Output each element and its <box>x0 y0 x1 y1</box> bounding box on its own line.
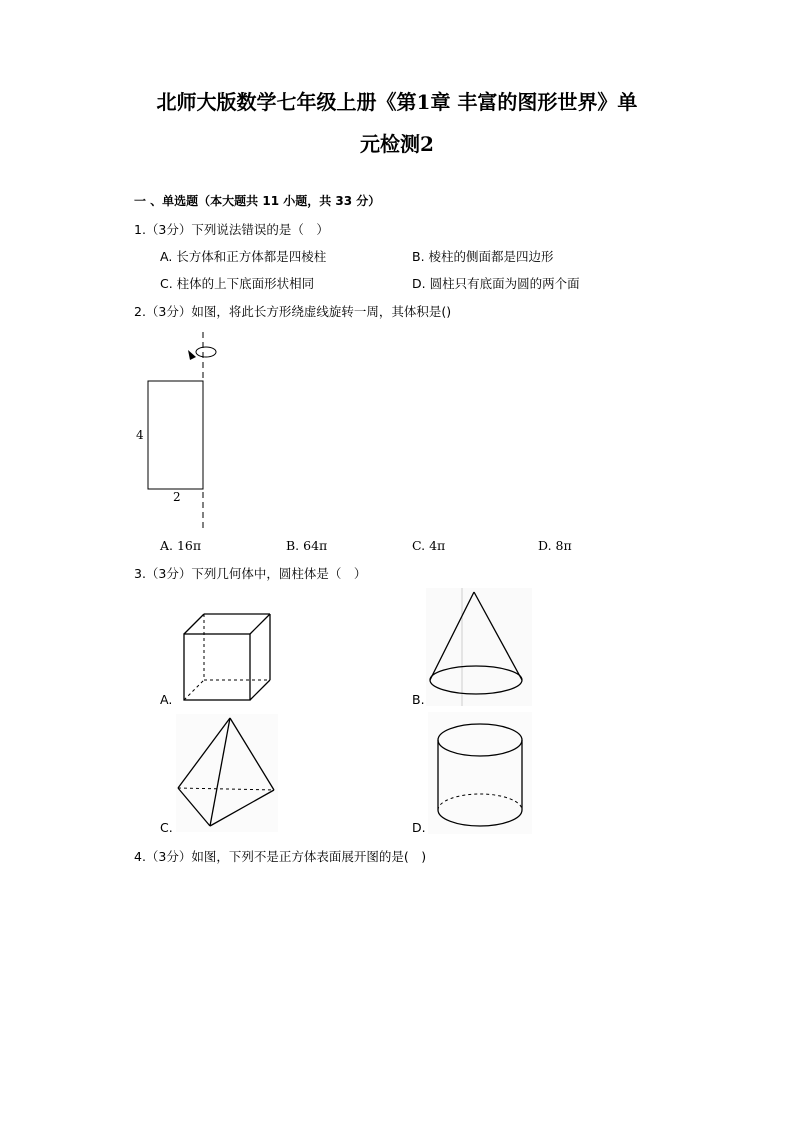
section-heading: 一 、单选题（本大题共 11 小题，共 33 分） <box>134 194 381 208</box>
question-2-option-c: C. 4π <box>412 538 446 553</box>
question-1-option-d: D. 圆柱只有底面为圆的两个面 <box>412 276 580 291</box>
question-4-stem: 4.（3分）如图，下列不是正方体表面展开图的是( ) <box>134 849 427 864</box>
question-3-stem: 3.（3分）下列几何体中，圆柱体是（ ） <box>134 566 367 581</box>
cube-figure <box>178 610 278 706</box>
question-2-stem: 2.（3分）如图，将此长方形绕虚线旋转一周，其体积是() <box>134 304 452 319</box>
width-label: 2 <box>173 490 181 504</box>
document-title-line-1: 北师大版数学七年级上册《第1章 丰富的图形世界》单 <box>156 90 638 114</box>
question-3-option-b: B. <box>412 692 425 707</box>
pyramid-figure <box>176 714 278 832</box>
rectangle-shape <box>148 381 203 489</box>
height-label: 4 <box>136 428 144 442</box>
question-1-option-b: B. 棱柱的侧面都是四边形 <box>412 249 554 264</box>
question-3-option-a: A. <box>160 692 173 707</box>
question-1-option-c: C. 柱体的上下底面形状相同 <box>160 276 315 291</box>
question-2-option-d: D. 8π <box>538 538 572 553</box>
question-3-option-d: D. <box>412 820 426 835</box>
document-title-line-2: 元检测2 <box>360 132 434 156</box>
question-3-option-c: C. <box>160 820 173 835</box>
question-2-option-b: B. 64π <box>286 538 328 553</box>
question-2-option-a: A. 16π <box>160 538 202 553</box>
question-1-stem: 1.（3分）下列说法错误的是（ ） <box>134 222 329 237</box>
rotation-arrow-icon <box>196 347 216 357</box>
cone-figure <box>426 588 532 706</box>
cylinder-figure <box>428 712 532 834</box>
question-1-option-a: A. 长方体和正方体都是四棱柱 <box>160 249 327 264</box>
arrowhead-icon <box>188 350 196 360</box>
